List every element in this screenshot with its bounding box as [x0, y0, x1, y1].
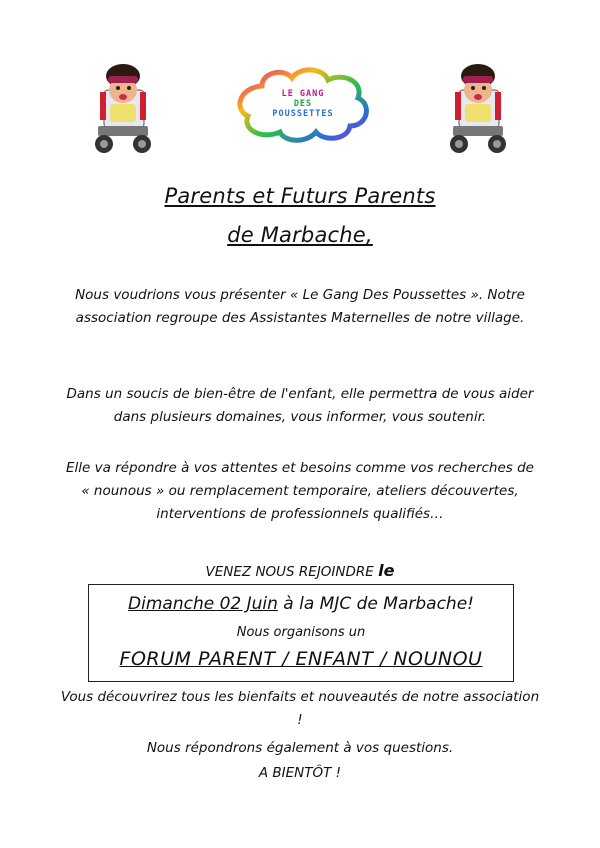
questions-line: Nous répondrons également à vos questions. — [146, 740, 454, 756]
intro-paragraph: Nous voudrions vous présenter « Le Gang Des Poussettes ». Notre association regroupe des Assistantes Maternelles de notre village. — [75, 287, 525, 326]
baby-stroller-right-image — [445, 60, 511, 156]
event-place: à la MJC de Marbache! — [277, 594, 474, 614]
wellbeing-paragraph: Dans un soucis de bien-être de l'enfant, elle permettra de vous aider dans plusieurs domaines, vous informer, vous soutenir. — [66, 386, 534, 425]
logo-line-1: LE GANG — [281, 89, 325, 99]
logo-line-3: POUSSETTES — [272, 109, 334, 119]
page-title-line-2: de Marbache, — [227, 223, 373, 247]
join-text: VENEZ NOUS REJOINDRE — [205, 564, 374, 580]
event-forum: FORUM PARENT / ENFANT / NOUNOU — [119, 648, 483, 670]
join-le: le — [378, 561, 395, 580]
discover-paragraph: Vous découvrirez tous les bienfaits et nouveautés de notre association ! — [60, 689, 540, 728]
page-title-line-1: Parents et Futurs Parents — [164, 184, 436, 208]
needs-paragraph: Elle va répondre à vos attentes et besoins comme vos recherches de « nounous » ou remplacement temporaire, ateliers découvertes, interventions de professionnels qualifiés… — [66, 460, 534, 522]
event-date: Dimanche 02 Juin — [128, 594, 278, 614]
bye-line: A BIENTÔT ! — [258, 765, 342, 781]
baby-stroller-left-image — [90, 60, 156, 156]
event-organise: Nous organisons un — [236, 625, 366, 640]
logo-text — [232, 64, 374, 144]
logo-line-2: DES — [293, 99, 313, 109]
event-box — [88, 584, 514, 682]
join-line — [0, 561, 600, 580]
event-date-line — [89, 594, 513, 614]
